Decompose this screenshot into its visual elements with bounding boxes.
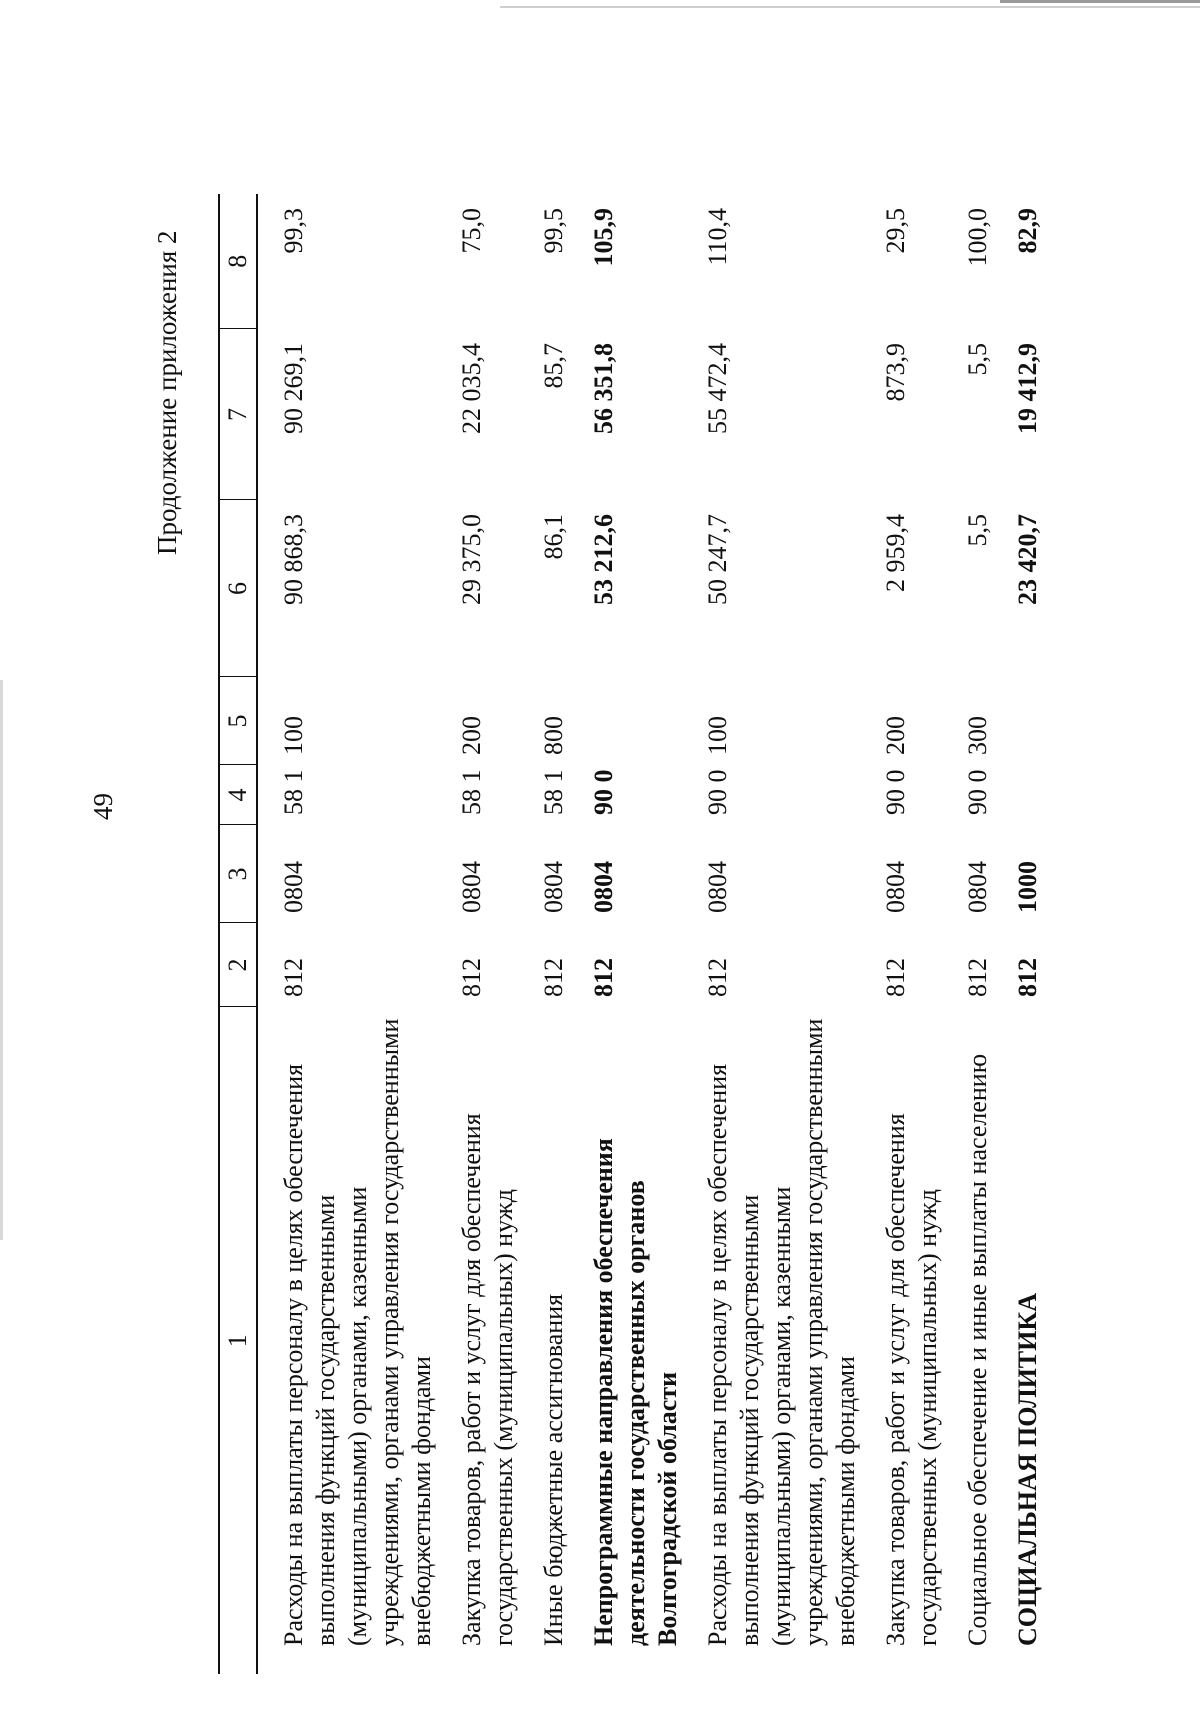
header-row: [219, 194, 257, 1674]
row-col-6: 2 959,4: [881, 514, 910, 592]
row-col-4: 58 1: [279, 769, 308, 815]
table-row: [948, 194, 998, 1674]
row-col-2: 812: [703, 958, 732, 997]
row-col-5: [998, 677, 1048, 765]
row-col-5: 200: [457, 716, 486, 755]
row-col-3: 0804: [539, 861, 568, 913]
row-col-2: 812: [457, 958, 486, 997]
row-col-2: 812: [589, 958, 618, 997]
row-col-5: 300: [963, 716, 992, 755]
header-col-7: 7: [219, 329, 257, 500]
row-col-3: 0804: [457, 861, 486, 913]
row-col-8: 100,0: [963, 208, 992, 267]
row-col-8: 105,9: [589, 208, 618, 267]
row-col-5: [574, 677, 688, 765]
row-col-2: 812: [279, 958, 308, 997]
table-row: [688, 194, 866, 1674]
row-col-8: 75,0: [457, 208, 486, 254]
row-col-3: 0804: [881, 861, 910, 913]
row-col-4: 58 1: [457, 769, 486, 815]
row-col-7: 5,5: [963, 343, 992, 376]
row-col-3: 0804: [703, 861, 732, 913]
scan-artifact-top: [500, 6, 1200, 8]
table-row: [524, 194, 574, 1674]
appendix-note: Продолжение приложения 2: [152, 230, 182, 555]
header-col-5: 5: [219, 677, 257, 765]
row-col-2: 812: [881, 958, 910, 997]
row-col-4: 58 1: [539, 769, 568, 815]
row-col-4: 90 0: [963, 769, 992, 815]
row-col-3: 1000: [1013, 861, 1042, 913]
row-col-7: 56 351,8: [589, 343, 618, 434]
row-col-6: 5,5: [963, 514, 992, 547]
row-col-7: 85,7: [539, 343, 568, 389]
row-col-5: 200: [881, 716, 910, 755]
row-col-4: 90 0: [589, 769, 618, 815]
row-col-7: 19 412,9: [1013, 343, 1042, 434]
row-col-5: 100: [279, 716, 308, 755]
row-col-8: 99,3: [279, 208, 308, 254]
row-name: Расходы на выплаты персоналу в целях обеспечения выполнения функций государственными (муниципальными) органами, казенными учреждениями, органами управления государственными внебюджетными фондами: [703, 1018, 860, 1646]
rotated-content: [30, 200, 1042, 1680]
row-name: Закупка товаров, работ и услуг для обеспечения государственных (муниципальных) нужд: [881, 1113, 942, 1646]
row-col-6: 23 420,7: [1013, 514, 1042, 605]
table-row: [866, 194, 948, 1674]
row-col-5: 800: [539, 716, 568, 755]
row-col-4: 90 0: [703, 769, 732, 815]
row-col-6: 90 868,3: [279, 514, 308, 605]
row-col-8: 99,5: [539, 208, 568, 254]
row-col-7: 22 035,4: [457, 343, 486, 434]
header-col-1: 1: [219, 1007, 257, 1674]
row-col-7: 90 269,1: [279, 343, 308, 434]
budget-table: [218, 194, 1048, 1674]
row-col-8: 29,5: [881, 208, 910, 254]
row-col-3: 0804: [963, 861, 992, 913]
scan-artifact-left: [0, 680, 3, 1240]
row-col-2: 812: [539, 958, 568, 997]
row-col-3: 0804: [589, 861, 618, 913]
table-row: [442, 194, 524, 1674]
table-row: [998, 194, 1048, 1674]
row-col-8: 110,4: [703, 208, 732, 266]
scan-artifact-top-dark: [1000, 0, 1200, 3]
header-col-6: 6: [219, 500, 257, 677]
row-col-6: 53 212,6: [589, 514, 618, 605]
row-col-4: 90 0: [881, 769, 910, 815]
row-col-2: 812: [1013, 958, 1042, 997]
row-col-8: 82,9: [1013, 208, 1042, 254]
row-col-2: 812: [963, 958, 992, 997]
row-col-3: 0804: [279, 861, 308, 913]
row-col-4: [998, 765, 1048, 825]
row-name: Иные бюджетные ассигнования: [539, 1293, 568, 1646]
row-name: Расходы на выплаты персоналу в целях обеспечения выполнения функций государственными (муниципальными) органами, казенными учреждениями, органами управления государственными внебюджетными фондами: [279, 1018, 436, 1646]
row-col-7: 873,9: [881, 343, 910, 402]
table-row: [574, 194, 688, 1674]
row-name: СОЦИАЛЬНАЯ ПОЛИТИКА: [1013, 1292, 1042, 1646]
header-col-8: 8: [219, 194, 257, 329]
row-name: Закупка товаров, работ и услуг для обеспечения государственных (муниципальных) нужд: [457, 1113, 518, 1646]
row-name: Непрограммные направления обеспечения деятельности государственных органов Волгоградской области: [589, 1138, 682, 1646]
header-col-4: 4: [219, 765, 257, 825]
row-col-6: 50 247,7: [703, 514, 732, 605]
row-col-6: 29 375,0: [457, 514, 486, 605]
table-row: [257, 194, 442, 1674]
header-col-2: 2: [219, 923, 257, 1007]
page-number: 49: [88, 793, 118, 820]
row-col-5: 100: [703, 716, 732, 755]
row-col-7: 55 472,4: [703, 343, 732, 434]
header-col-3: 3: [219, 825, 257, 923]
row-col-6: 86,1: [539, 514, 568, 560]
row-name: Социальное обеспечение и иные выплаты населению: [963, 1053, 992, 1646]
